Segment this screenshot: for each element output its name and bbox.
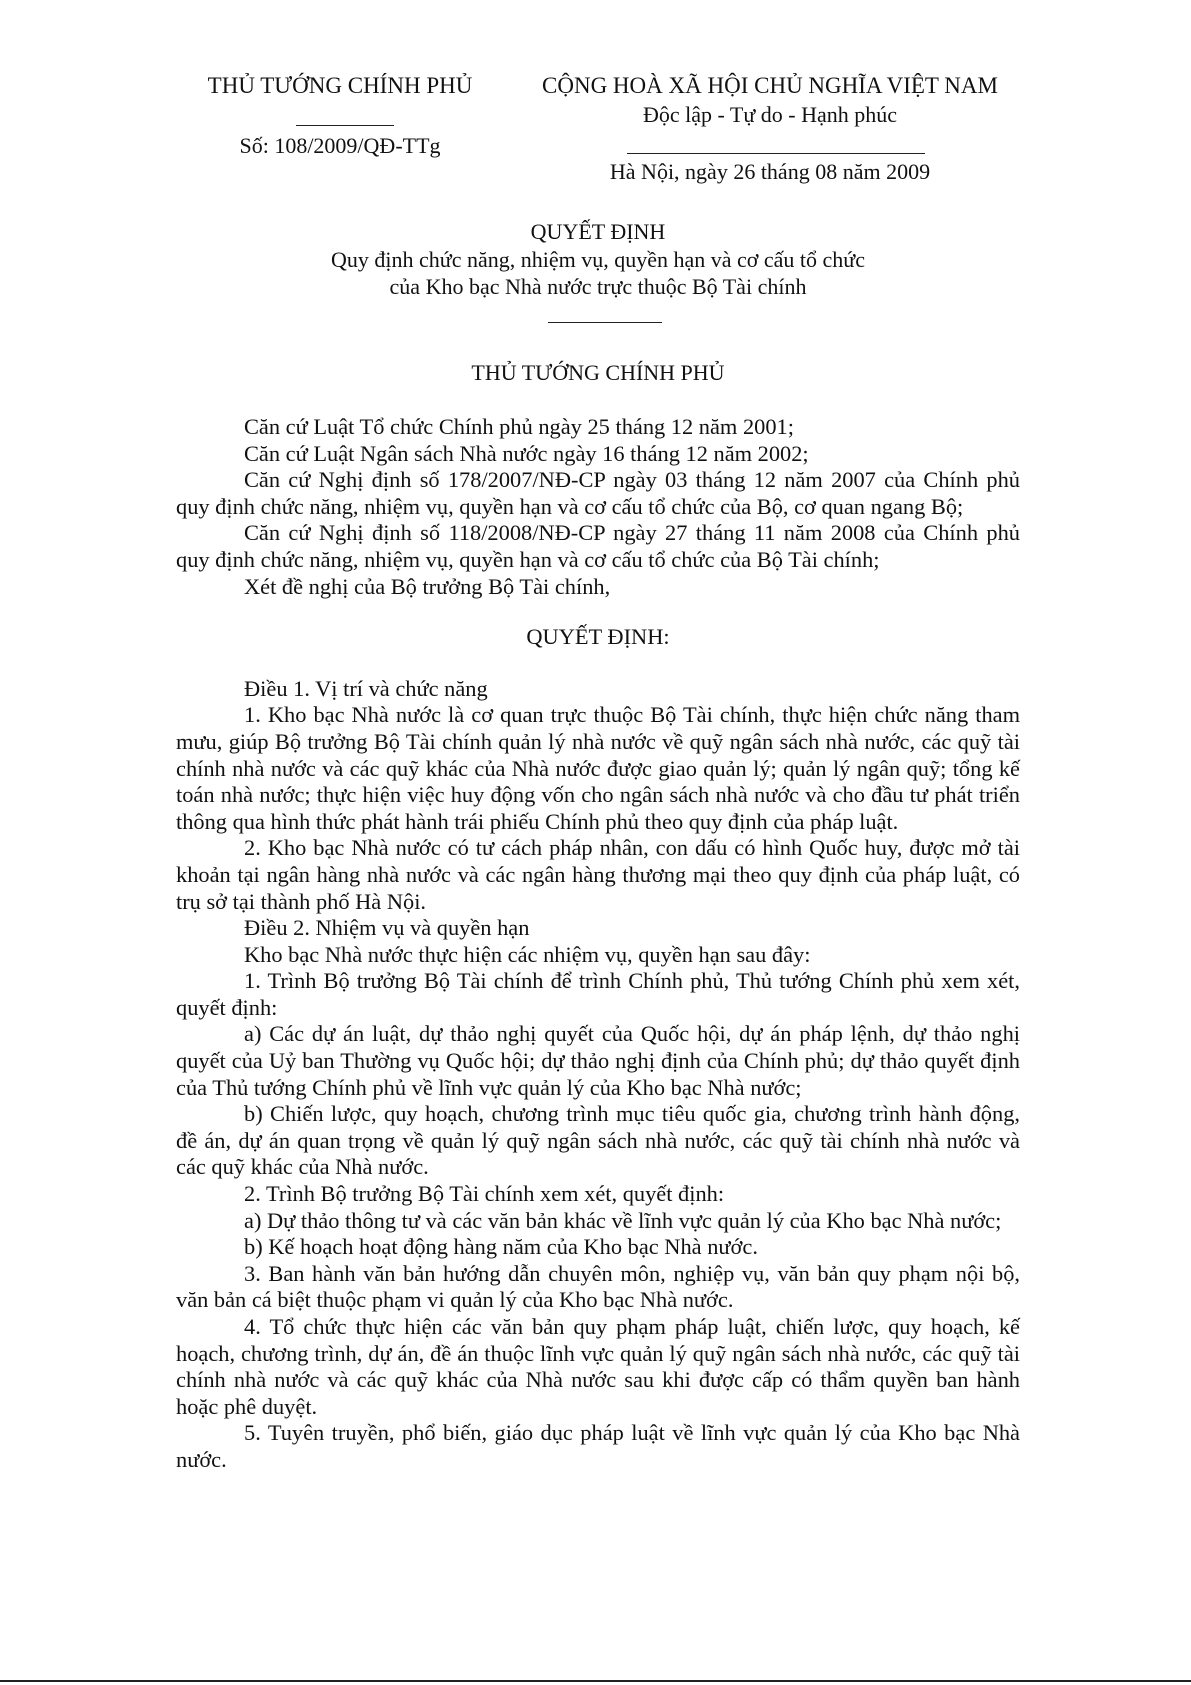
preamble-line: Căn cứ Nghị định số 178/2007/NĐ-CP ngày 03 tháng 12 năm 2007 của Chính phủ quy định chức năng, nhiệm vụ, quyền hạn và cơ cấu tổ chức của Bộ, cơ quan ngang Bộ; <box>176 467 1020 519</box>
article-1-clause: 2. Kho bạc Nhà nước có tư cách pháp nhân, con dấu có hình Quốc huy, được mở tài khoản tại ngân hàng nhà nước và các ngân hàng thương mại theo quy định của pháp luật, có trụ sở tại thành phố Hà Nội. <box>176 835 1020 914</box>
article-1-title: Điều 1. Vị trí và chức năng <box>244 675 488 701</box>
document-number: Số: 108/2009/QĐ-TTg <box>239 133 441 158</box>
article-2-clause: 3. Ban hành văn bản hướng dẫn chuyên môn, nghiệp vụ, văn bản quy phạm nội bộ, văn bản cá biệt thuộc phạm vi quản lý của Kho bạc Nhà nước. <box>176 1260 1020 1313</box>
issuer-underline <box>296 125 394 126</box>
article-2-title: Điều 2. Nhiệm vụ và quyền hạn <box>244 915 530 941</box>
document-subject-line-2: của Kho bạc Nhà nước trực thuộc Bộ Tài chính <box>389 274 807 299</box>
article-1-clause: 1. Kho bạc Nhà nước là cơ quan trực thuộc Bộ Tài chính, thực hiện chức năng tham mưu, giúp Bộ trưởng Bộ Tài chính quản lý nhà nước về quỹ ngân sách nhà nước, các quỹ tài chính nhà nước và các quỹ khác của Nhà nước được giao quản lý; quản lý ngân quỹ; tổng kế toán nhà nước; thực hiện việc huy động vốn cho ngân sách nhà nước và cho đầu tư phát triển thông qua hình thức phát hành trái phiếu Chính phủ theo quy định của pháp luật. <box>176 702 1020 834</box>
preamble-line: Căn cứ Luật Tổ chức Chính phủ ngày 25 tháng 12 năm 2001; <box>244 414 794 439</box>
article-2-clause: 2. Trình Bộ trưởng Bộ Tài chính xem xét, quyết định: <box>244 1181 725 1207</box>
national-title: CỘNG HOÀ XÃ HỘI CHỦ NGHĨA VIỆT NAM <box>542 73 998 98</box>
page-bottom-edge <box>0 1680 1191 1682</box>
title-divider <box>548 322 662 323</box>
motto-underline <box>627 153 925 154</box>
issuer-name: THỦ TƯỚNG CHÍNH PHỦ <box>207 73 473 98</box>
national-motto: Độc lập - Tự do - Hạnh phúc <box>642 102 898 127</box>
article-2-clause: b) Chiến lược, quy hoạch, chương trình mục tiêu quốc gia, chương trình hành động, đề án, dự án quan trọng về quản lý quỹ ngân sách nhà nước, các quỹ tài chính nhà nước và các quỹ khác của Nhà nước. <box>176 1101 1020 1180</box>
article-2-clause: 5. Tuyên truyền, phổ biến, giáo dục pháp luật về lĩnh vực quản lý của Kho bạc Nhà nước. <box>176 1420 1020 1472</box>
article-2-clause: a) Dự thảo thông tư và các văn bản khác về lĩnh vực quản lý của Kho bạc Nhà nước; <box>244 1207 1002 1233</box>
article-2-clause: a) Các dự án luật, dự thảo nghị quyết của Quốc hội, dự án pháp lệnh, dự thảo nghị quyết của Uỷ ban Thường vụ Quốc hội; dự thảo nghị định của Chính phủ; dự thảo quyết định của Thủ tướng Chính phủ về lĩnh vực quản lý của Kho bạc Nhà nước; <box>176 1021 1020 1100</box>
issuing-authority: THỦ TƯỚNG CHÍNH PHỦ <box>471 360 725 385</box>
document-type: QUYẾT ĐỊNH <box>530 219 666 244</box>
decision-heading: QUYẾT ĐỊNH: <box>526 624 670 650</box>
article-2-intro: Kho bạc Nhà nước thực hiện các nhiệm vụ, quyền hạn sau đây: <box>244 941 811 967</box>
article-2-clause: 1. Trình Bộ trưởng Bộ Tài chính để trình Chính phủ, Thủ tướng Chính phủ xem xét, quyết định: <box>176 968 1020 1020</box>
preamble-line: Căn cứ Luật Ngân sách Nhà nước ngày 16 tháng 12 năm 2002; <box>244 440 809 466</box>
document-subject-line-1: Quy định chức năng, nhiệm vụ, quyền hạn và cơ cấu tổ chức <box>331 247 865 272</box>
issue-date: Hà Nội, ngày 26 tháng 08 năm 2009 <box>609 159 931 184</box>
document-body <box>176 414 1020 1474</box>
article-2-clause: b) Kế hoạch hoạt động hàng năm của Kho bạc Nhà nước. <box>244 1234 758 1260</box>
preamble-line: Xét đề nghị của Bộ trưởng Bộ Tài chính, <box>244 573 611 599</box>
preamble-line: Căn cứ Nghị định số 118/2008/NĐ-CP ngày 27 tháng 11 năm 2008 của Chính phủ quy định chức năng, nhiệm vụ, quyền hạn và cơ cấu tổ chức của Bộ Tài chính; <box>176 520 1020 572</box>
article-2-clause: 4. Tổ chức thực hiện các văn bản quy phạm pháp luật, chiến lược, quy hoạch, kế hoạch, chương trình, dự án, đề án thuộc lĩnh vực quản lý quỹ ngân sách nhà nước, các quỹ tài chính nhà nước và các quỹ khác của Nhà nước sau khi được cấp có thẩm quyền ban hành hoặc phê duyệt. <box>176 1314 1020 1419</box>
